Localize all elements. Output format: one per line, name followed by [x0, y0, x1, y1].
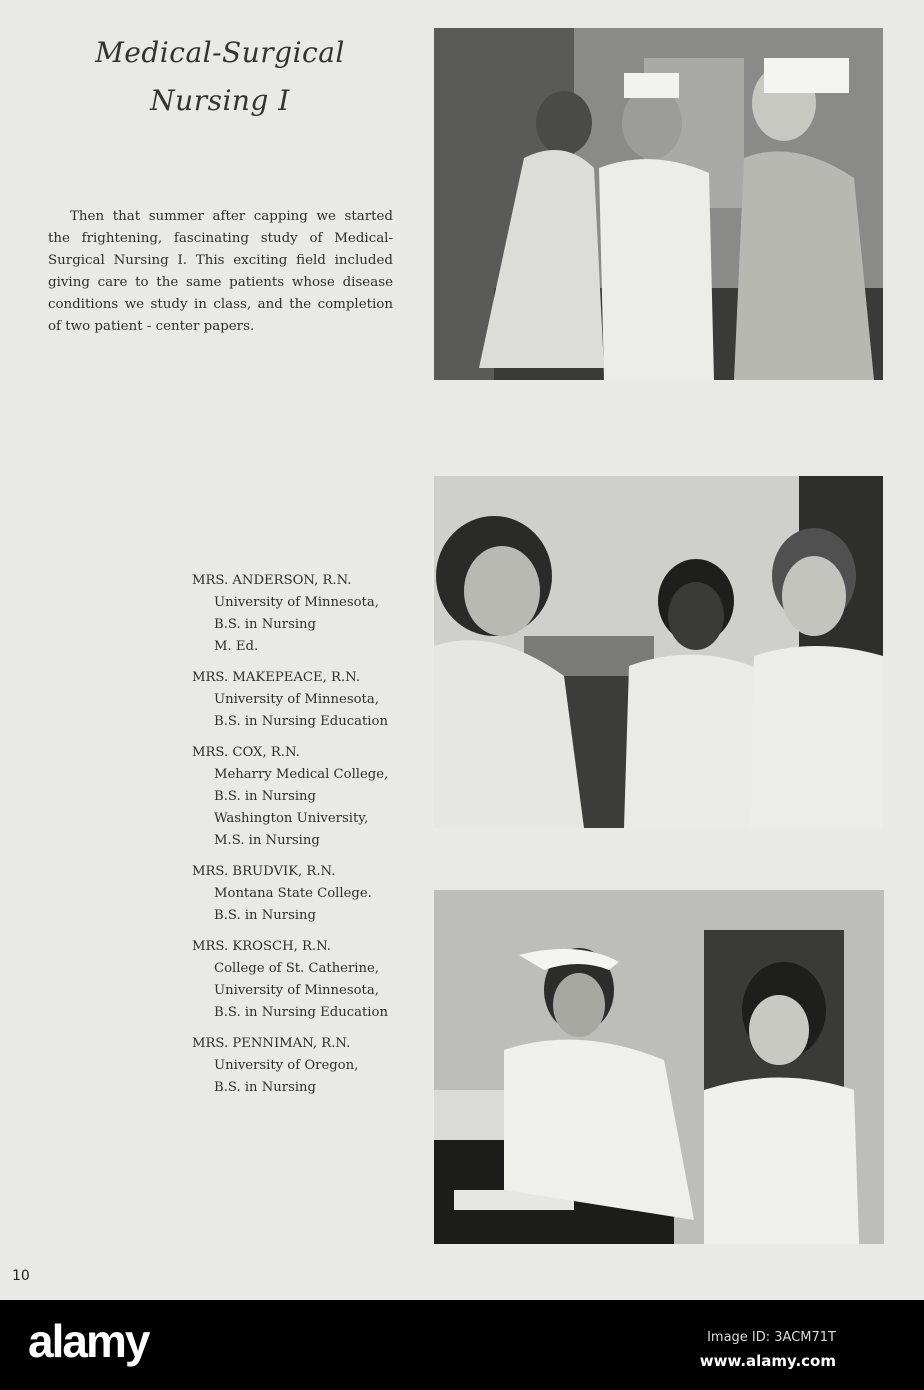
faculty-list	[192, 570, 432, 1108]
faculty-credential: B.S. in Nursing Education	[214, 714, 388, 729]
faculty-name: MRS. BRUDVIK, R.N.	[192, 864, 336, 879]
faculty-credential: Meharry Medical College,	[214, 767, 389, 782]
faculty-member	[192, 936, 432, 1024]
faculty-member	[192, 742, 432, 852]
page-title-line2: Nursing I	[150, 84, 290, 117]
faculty-credential: Montana State College.	[214, 886, 372, 901]
faculty-credential: B.S. in Nursing	[214, 617, 316, 632]
faculty-name: MRS. KROSCH, R.N.	[192, 939, 331, 954]
photo-nurses-at-desk	[434, 28, 883, 380]
faculty-credential: B.S. in Nursing	[214, 789, 316, 804]
faculty-credential: M. Ed.	[214, 639, 259, 654]
faculty-member	[192, 667, 432, 733]
photo-two-nurses-seated	[434, 890, 884, 1244]
faculty-credential: University of Minnesota,	[214, 595, 379, 610]
website-link[interactable]: www.alamy.com	[699, 1352, 836, 1370]
watermark-footer	[0, 1300, 924, 1390]
faculty-credential: University of Minnesota,	[214, 692, 379, 707]
faculty-credential: College of St. Catherine,	[214, 961, 379, 976]
faculty-credential: Washington University,	[214, 811, 369, 826]
intro-paragraph: Then that summer after capping we started the frightening, fascinating study of Medical-Surgical Nursing I. This exciting field included giving care to the same patients whose disease conditions we study in class, and the completion of two patient - center papers.	[48, 209, 393, 334]
image-id: Image ID: 3ACM71T	[707, 1330, 836, 1345]
faculty-credential: B.S. in Nursing Education	[214, 1005, 388, 1020]
photo-three-instructors	[434, 476, 883, 828]
faculty-name: MRS. PENNIMAN, R.N.	[192, 1036, 351, 1051]
faculty-credential: University of Oregon,	[214, 1058, 359, 1073]
page-title-line1: Medical-Surgical	[95, 36, 345, 69]
faculty-credential: B.S. in Nursing	[214, 1080, 316, 1095]
faculty-member	[192, 1033, 432, 1099]
page-number: 10	[12, 1268, 30, 1284]
faculty-member	[192, 570, 432, 658]
faculty-credential: B.S. in Nursing	[214, 908, 316, 923]
faculty-credential: M.S. in Nursing	[214, 833, 320, 848]
alamy-logo: alamy	[28, 1315, 149, 1367]
faculty-name: MRS. ANDERSON, R.N.	[192, 573, 352, 588]
faculty-name: MRS. MAKEPEACE, R.N.	[192, 670, 361, 685]
faculty-credential: University of Minnesota,	[214, 983, 379, 998]
faculty-member	[192, 861, 432, 927]
faculty-name: MRS. COX, R.N.	[192, 745, 300, 760]
